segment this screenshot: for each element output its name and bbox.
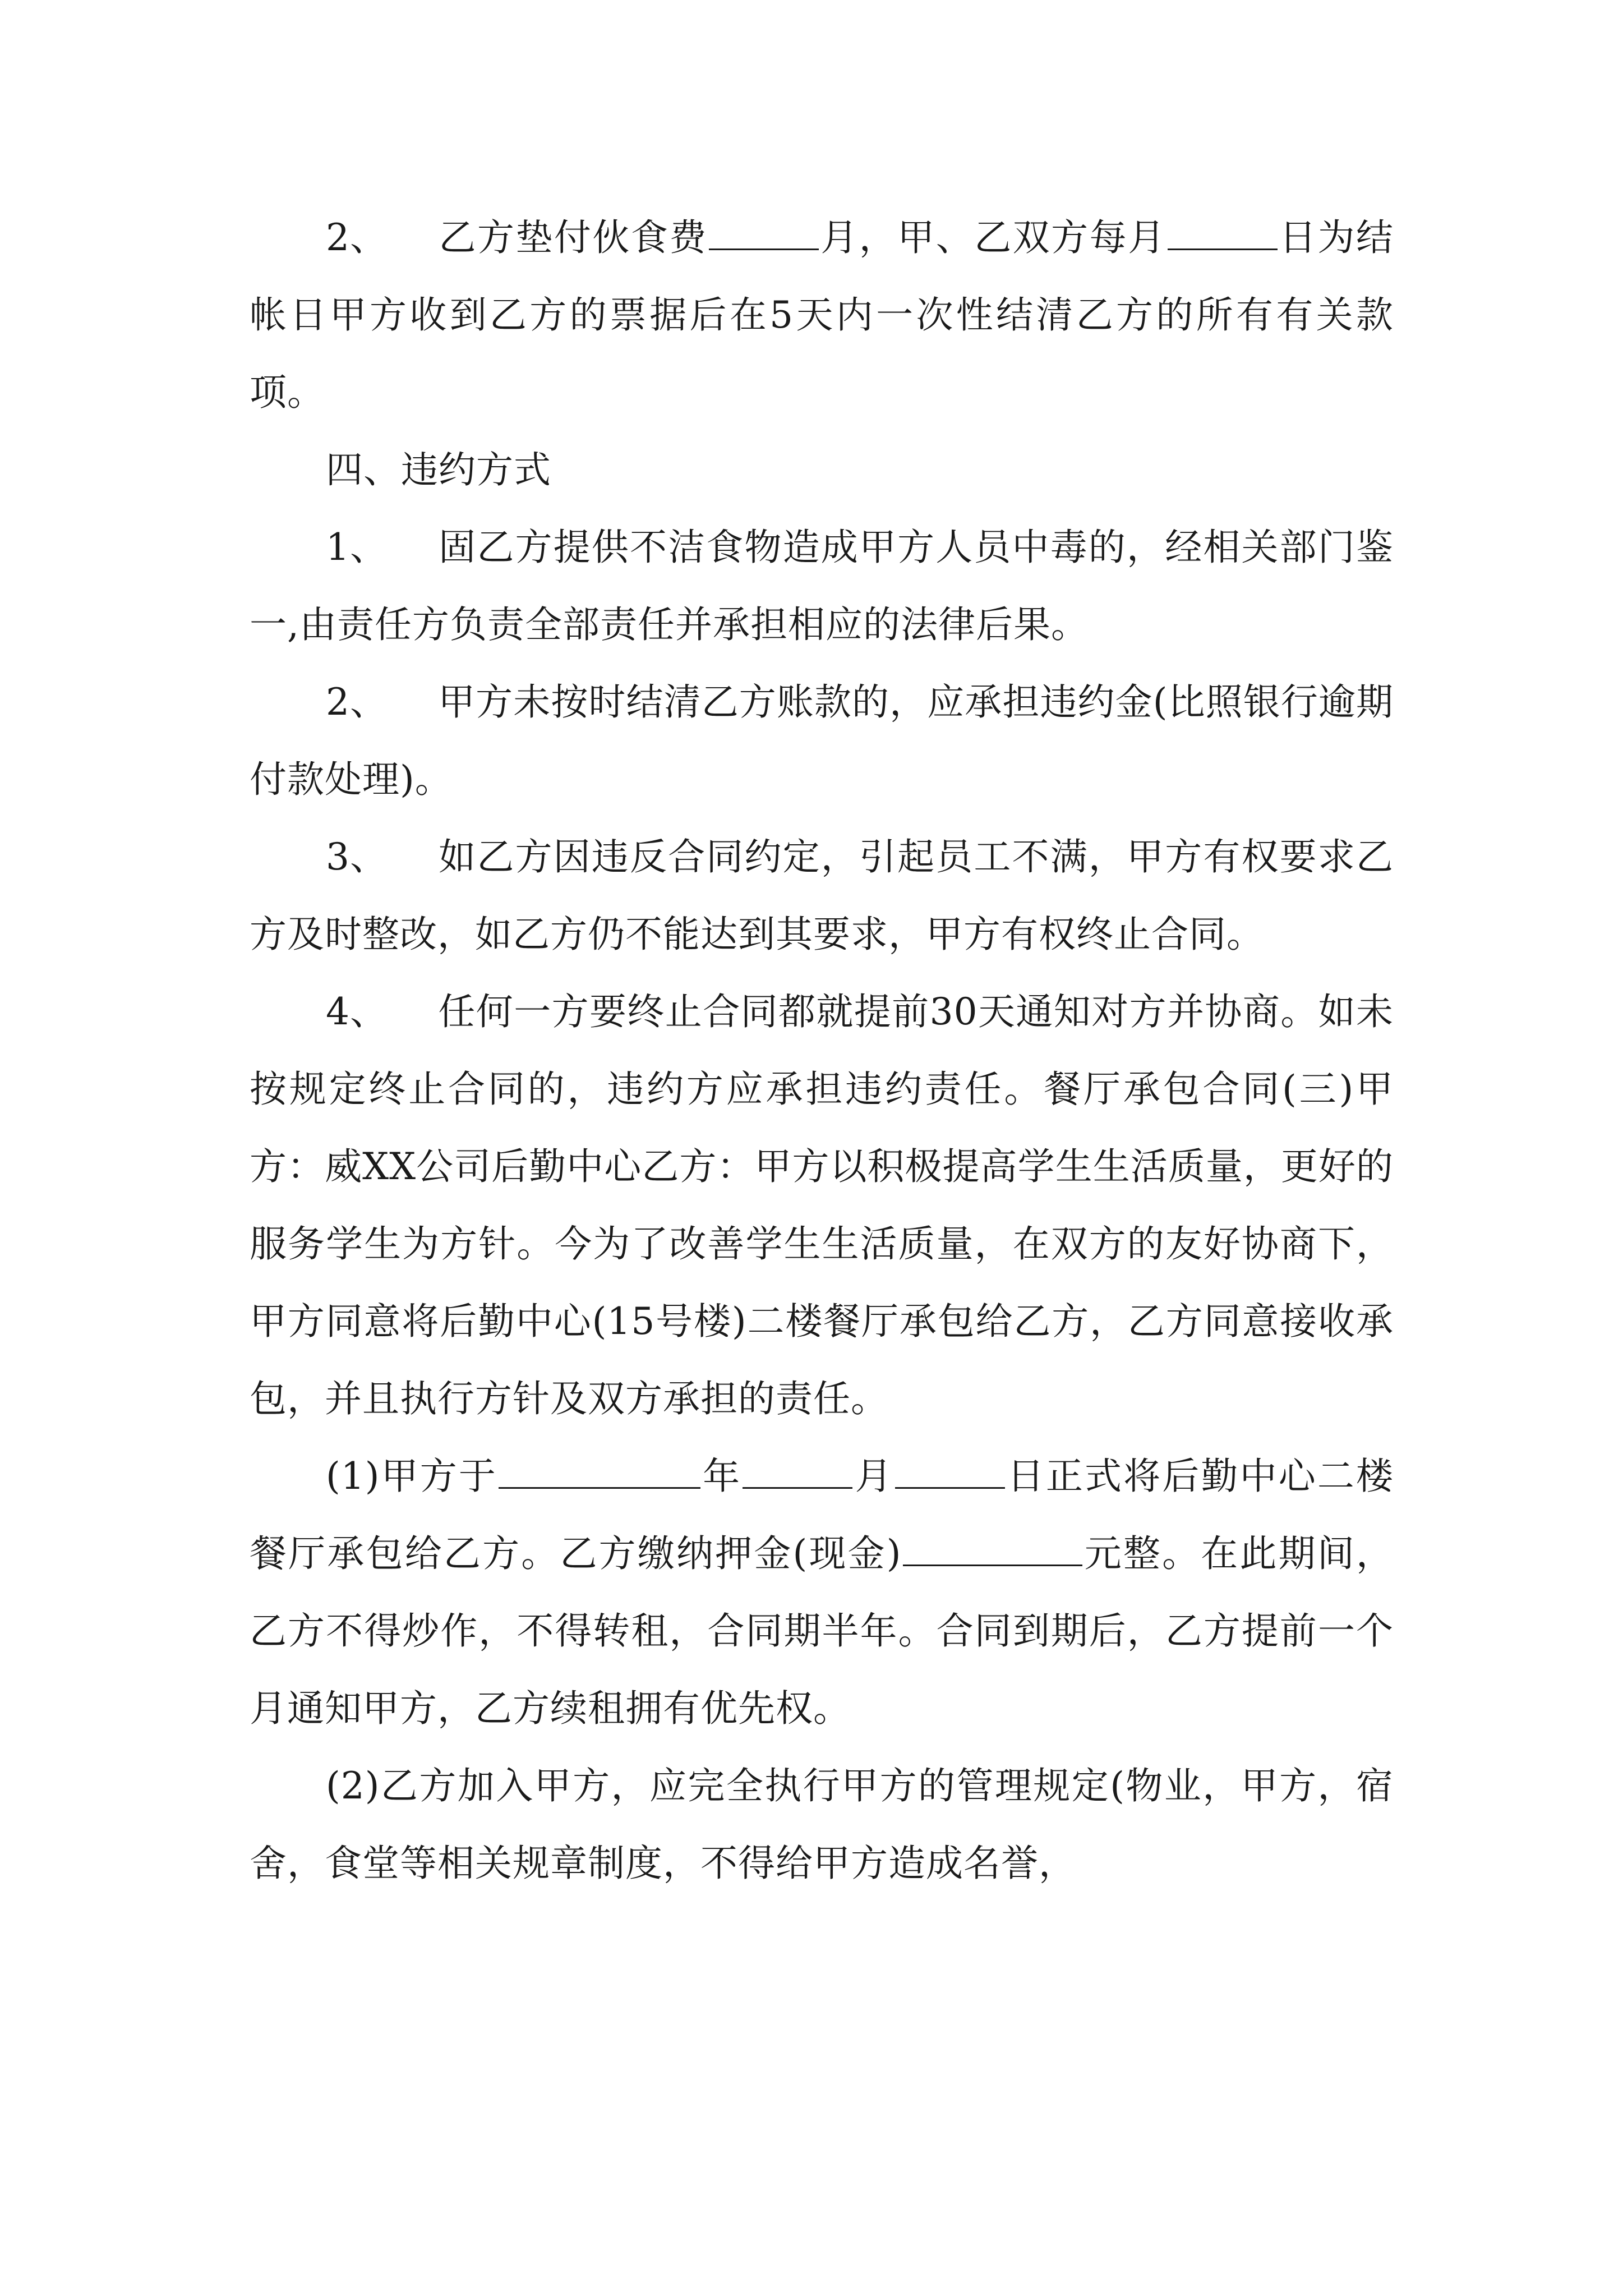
clause-number: 2、 [326, 680, 388, 724]
clause-4-termination [250, 973, 1394, 1438]
clause-text: 月，甲、乙双方每月 [819, 216, 1166, 259]
clause-number: 2、 [326, 216, 388, 259]
clause-item-1-lease-terms [250, 1438, 1394, 1747]
clause-text: 甲方未按时结清乙方账款的，应承担违约金(比照银行逾期付款处理)。 [250, 680, 1394, 801]
section-heading-text: 四、违约方式 [326, 448, 551, 491]
blank-field-months [709, 216, 819, 250]
clause-number: 1、 [326, 526, 388, 569]
document-body [250, 199, 1394, 1902]
blank-field-day [1168, 216, 1278, 250]
clause-text: (2)乙方加入甲方，应完全执行甲方的管理规定(物业，甲方，宿舍，食堂等相关规章制度，不得给甲方造成名誉， [250, 1764, 1394, 1885]
clause-number: 3、 [326, 835, 388, 878]
clause-1-food-safety [250, 509, 1394, 664]
clause-text: 如乙方因违反合同约定，引起员工不满，甲方有权要求乙方及时整改，如乙方仍不能达到其要求，甲方有权终止合同。 [250, 835, 1394, 956]
clause-text: 任何一方要终止合同都就提前30天通知对方并协商。如未按规定终止合同的，违约方应承担违约责任。餐厅承包合同(三)甲方：威XX公司后勤中心乙方：甲方以积极提高学生生活质量，更好的服务学生为方针。今为了改善学生生活质量，在双方的友好协商下，甲方同意将后勤中心(15号楼)二楼餐厅承包给乙方，乙方同意接收承包，并且执行方针及双方承担的责任。 [250, 990, 1394, 1420]
clause-text: (1)甲方于 [326, 1455, 498, 1498]
blank-field-year [499, 1455, 700, 1489]
clause-text: 固乙方提供不洁食物造成甲方人员中毒的，经相关部门鉴一,由责任方负责全部责任并承担相应的法律后果。 [250, 526, 1394, 646]
clause-2-payment [250, 199, 1394, 431]
clause-text: 年 [702, 1455, 742, 1498]
clause-text: 月 [854, 1455, 894, 1498]
blank-field-month [743, 1455, 852, 1489]
clause-2-late-payment [250, 664, 1394, 818]
clause-3-rectification [250, 818, 1394, 973]
clause-item-2-management-rules [250, 1747, 1394, 1902]
clause-number: 4、 [326, 990, 388, 1033]
blank-field-day [895, 1455, 1005, 1489]
clause-text: 日正式将后勤中心二楼餐厅承包给乙方。乙方缴纳押金(现金) [250, 1455, 1394, 1575]
blank-field-deposit-amount [903, 1532, 1082, 1566]
section-heading-breach [250, 431, 1394, 509]
clause-text: 日为结帐日甲方收到乙方的票据后在5天内一次性结清乙方的所有有关款项。 [250, 216, 1394, 414]
clause-text: 元整。在此期间，乙方不得炒作，不得转租，合同期半年。合同到期后，乙方提前一个月通知甲方，乙方续租拥有优先权。 [250, 1532, 1394, 1730]
clause-text: 乙方垫付伙食费 [438, 216, 708, 259]
